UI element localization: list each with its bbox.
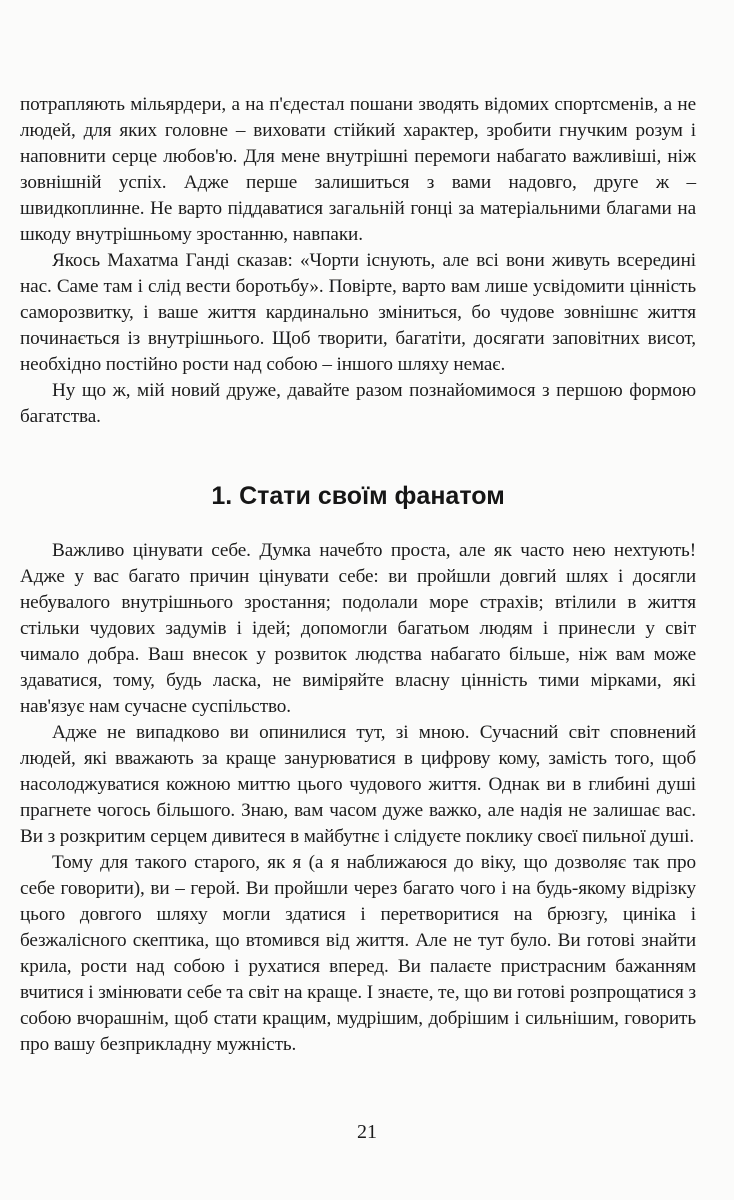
section-paragraph-2: Адже не випадково ви опинилися тут, зі мною. Сучасний світ сповнений людей, які вважають за краще занурюватися в цифрову кому, замість того, щоб насолоджуватися кожною миттю цього чудового життя. Однак ви в глибині душі прагнете чогось більшого. Знаю, вам часом дуже важко, але надія не залишає вас. Ви з розкритим серцем дивитеся в майбутнє і слідуєте поклику своєї пильної душі. — [20, 722, 696, 847]
intro-text — [20, 92, 696, 430]
section-paragraph-3: Тому для такого старого, як я (а я наближаюся до віку, що дозволяє так про себе говорити), ви – герой. Ви пройшли через багато чого і на будь-якому відрізку цього довгого шляху могли здатися і перетворитися на брюзгу, циніка і безжалісного скептика, що втомився від життя. Але не тут було. Ви готові знайти крила, рости над собою і рухатися вперед. Ви палаєте пристрасним бажанням вчитися і змінювати себе та світ на краще. І знаєте, те, що ви готові розпрощатися з собою вчорашнім, щоб стати кращим, мудрішим, добрішим і сильнішим, говорить про вашу безприкладну мужність. — [20, 852, 696, 1055]
section-text — [20, 538, 696, 1058]
intro-paragraph-3: Ну що ж, мій новий друже, давайте разом познайомимося з першою формою багатства. — [20, 380, 696, 427]
section-paragraph-1: Важливо цінувати себе. Думка начебто проста, але як часто нею нехтують! Адже у вас багато причин цінувати себе: ви пройшли довгий шлях і досягли небувалого внутрішнього зростання; подолали море страхів; втілили в життя стільки чудових задумів і ідей; допомогли багатьом людям і принесли у світ чимало добра. Ваш внесок у розвиток людства набагато більше, ніж вам може здаватися, тому, будь ласка, не виміряйте власну цінність тими мірками, які нав'язує нам сучасне суспільство. — [20, 540, 696, 717]
intro-paragraph-2: Якось Махатма Ганді сказав: «Чорти існують, але всі вони живуть всередині нас. Саме там і слід вести боротьбу». Повірте, варто вам лише усвідомити цінність саморозвитку, і ваше життя кардинально зміниться, бо чудове зовнішнє життя починається із внутрішнього. Щоб творити, багатіти, досягати заповітних висот, необхідно постійно рости над собою – іншого шляху немає. — [20, 250, 696, 375]
section-heading: 1. Стати своїм фанатом — [211, 482, 505, 510]
page-number: 21 — [357, 1121, 377, 1143]
intro-paragraph-1: потрапляють мільярдери, а на п'єдестал пошани зводять відомих спортсменів, а не людей, для яких головне – виховати стійкий характер, зробити гнучким розум і наповнити серце любов'ю. Для мене внутрішні перемоги набагато важливіші, ніж зовнішній успіх. Адже перше залишиться з вами надовго, друге ж – швидкоплинне. Не варто піддаватися загальній гонці за матеріальними благами на шкоду внутрішньому зростанню, навпаки. — [20, 94, 696, 245]
